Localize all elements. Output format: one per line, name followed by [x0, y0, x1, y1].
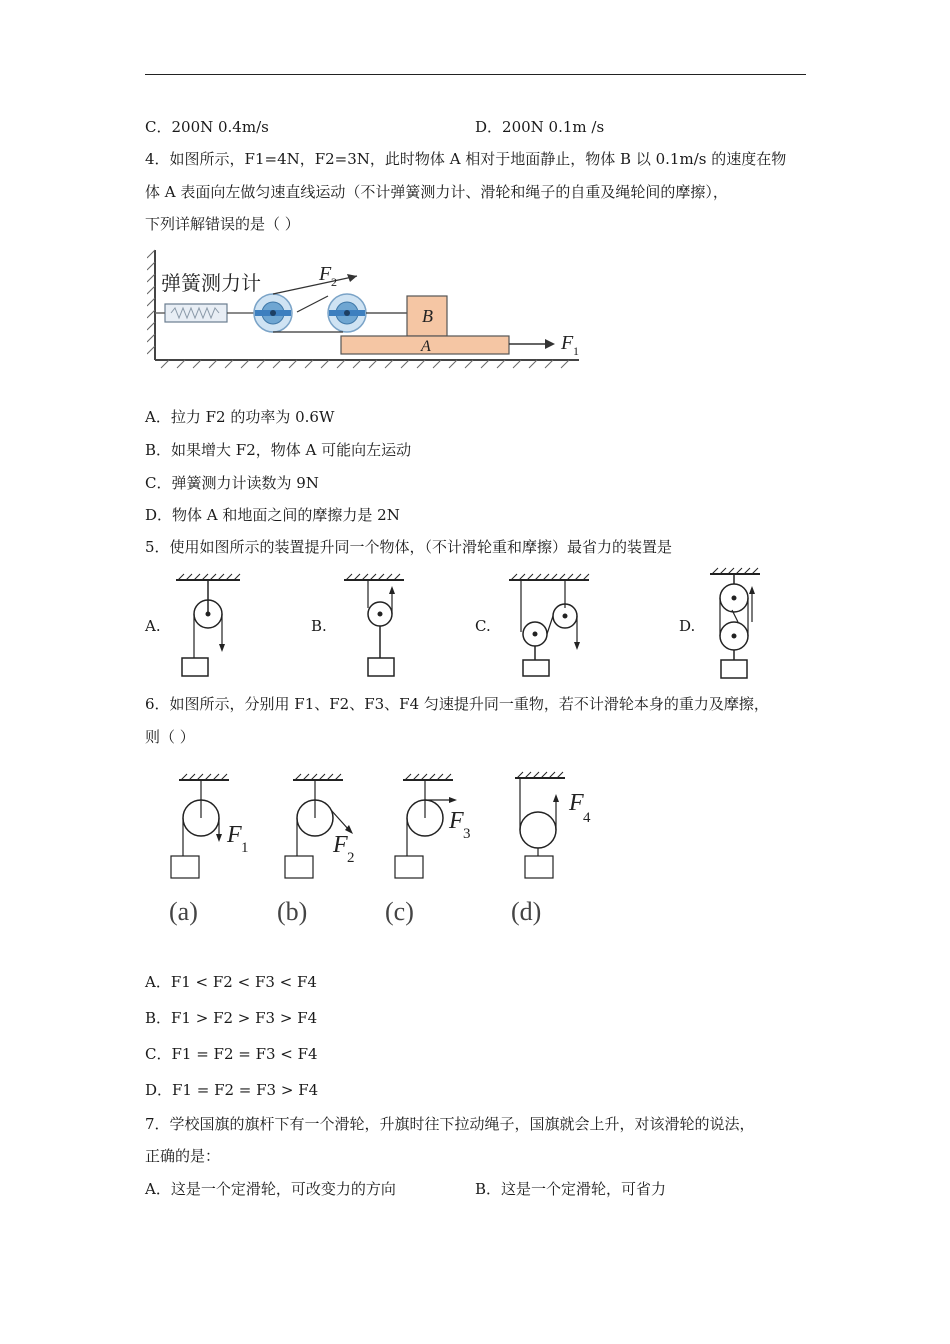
q4-option-a: A．拉力 F2 的功率为 0.6W — [145, 408, 335, 426]
q4-option-c: C．弹簧测力计读数为 9N — [145, 474, 319, 492]
q6-label-f4-sub: 4 — [583, 810, 591, 826]
q6-label-f4: F — [569, 790, 584, 816]
q4-label-f1-sub: 1 — [573, 344, 579, 358]
q5-figure-c — [505, 572, 595, 682]
q6-label-f1: F — [227, 822, 242, 848]
q5-figure-a — [172, 572, 244, 682]
q4-option-b: B．如果增大 F2，物体 A 可能向左运动 — [145, 441, 412, 459]
q4-label-a: A — [421, 338, 431, 355]
q6-figure-d — [511, 772, 591, 926]
q6-caption-d: (d) — [511, 897, 542, 926]
q6-label-f1-sub: 1 — [241, 840, 249, 856]
q6-label-f3: F — [449, 808, 464, 834]
q6-figure — [165, 770, 605, 930]
q4-stem-line2: 体 A 表面向左做匀速直线运动（不计弹簧测力计、滑轮和绳子的自重及绳轮间的摩擦）， — [145, 183, 728, 201]
q4-spring-scale — [165, 304, 227, 322]
q6-caption-a: (a) — [169, 897, 198, 926]
q6-label-f2-sub: 2 — [347, 850, 355, 866]
q4-label-f2-sub: 2 — [331, 275, 337, 289]
q4-label-b: B — [422, 306, 433, 326]
q4-label-f2: F — [319, 263, 332, 285]
q6-label-f2: F — [333, 832, 348, 858]
q4-figure — [147, 244, 587, 369]
q6-figure-c — [385, 774, 471, 926]
q7-stem-line1: 7．学校国旗的旗杆下有一个滑轮，升旗时往下拉动绳子，国旗就会上升，对该滑轮的说法， — [145, 1115, 755, 1133]
q4-spring-label: 弹簧测力计 — [161, 273, 261, 295]
q4-label-f1: F — [561, 332, 574, 354]
q3-option-d: D．200N 0.1m /s — [475, 118, 605, 136]
q4-stem-line1: 4．如图所示，F1=4N，F2=3N，此时物体 A 相对于地面静止，物体 B 以 0.1m/s 的速度在物 — [145, 150, 787, 168]
q6-option-c: C．F1 = F2 = F3 < F4 — [145, 1045, 318, 1063]
q6-option-b: B．F1 > F2 > F3 > F4 — [145, 1009, 318, 1027]
q6-label-f3-sub: 3 — [463, 826, 471, 842]
q5-label-a: A. — [145, 617, 161, 635]
q6-caption-b: (b) — [277, 897, 308, 926]
q5-figure-b — [340, 572, 412, 682]
q5-label-d: D. — [679, 617, 696, 635]
q6-figure-a — [169, 774, 249, 926]
q6-option-d: D．F1 = F2 = F3 > F4 — [145, 1081, 319, 1099]
q6-option-a: A．F1 < F2 < F3 < F4 — [145, 973, 317, 991]
q7-stem-line2: 正确的是： — [145, 1147, 221, 1165]
q5-figure-d — [706, 566, 766, 684]
q4-option-d: D．物体 A 和地面之间的摩擦力是 2N — [145, 506, 400, 524]
q6-caption-c: (c) — [385, 897, 414, 926]
q4-wall-hatch — [147, 250, 155, 354]
q7-option-b: B．这是一个定滑轮，可省力 — [475, 1180, 667, 1198]
q4-stem-line3: 下列详解错误的是（ ） — [145, 215, 300, 233]
q6-stem-line2: 则（ ） — [145, 728, 195, 746]
q7-option-a: A．这是一个定滑轮，可改变力的方向 — [145, 1180, 396, 1198]
header-rule — [145, 74, 806, 75]
q5-label-b: B. — [311, 617, 327, 635]
q5-label-c: C. — [475, 617, 491, 635]
q4-ground-hatch — [161, 360, 569, 368]
q5-stem: 5．使用如图所示的装置提升同一个物体，（不计滑轮重和摩擦）最省力的装置是 — [145, 538, 673, 556]
q4-rope-f2 — [273, 276, 357, 294]
q6-figure-b — [277, 774, 355, 926]
q3-option-c: C．200N 0.4m/s — [145, 118, 269, 136]
q6-stem-line1: 6．如图所示，分别用 F1、F2、F3、F4 匀速提升同一重物，若不计滑轮本身的重力及摩擦， — [145, 695, 769, 713]
